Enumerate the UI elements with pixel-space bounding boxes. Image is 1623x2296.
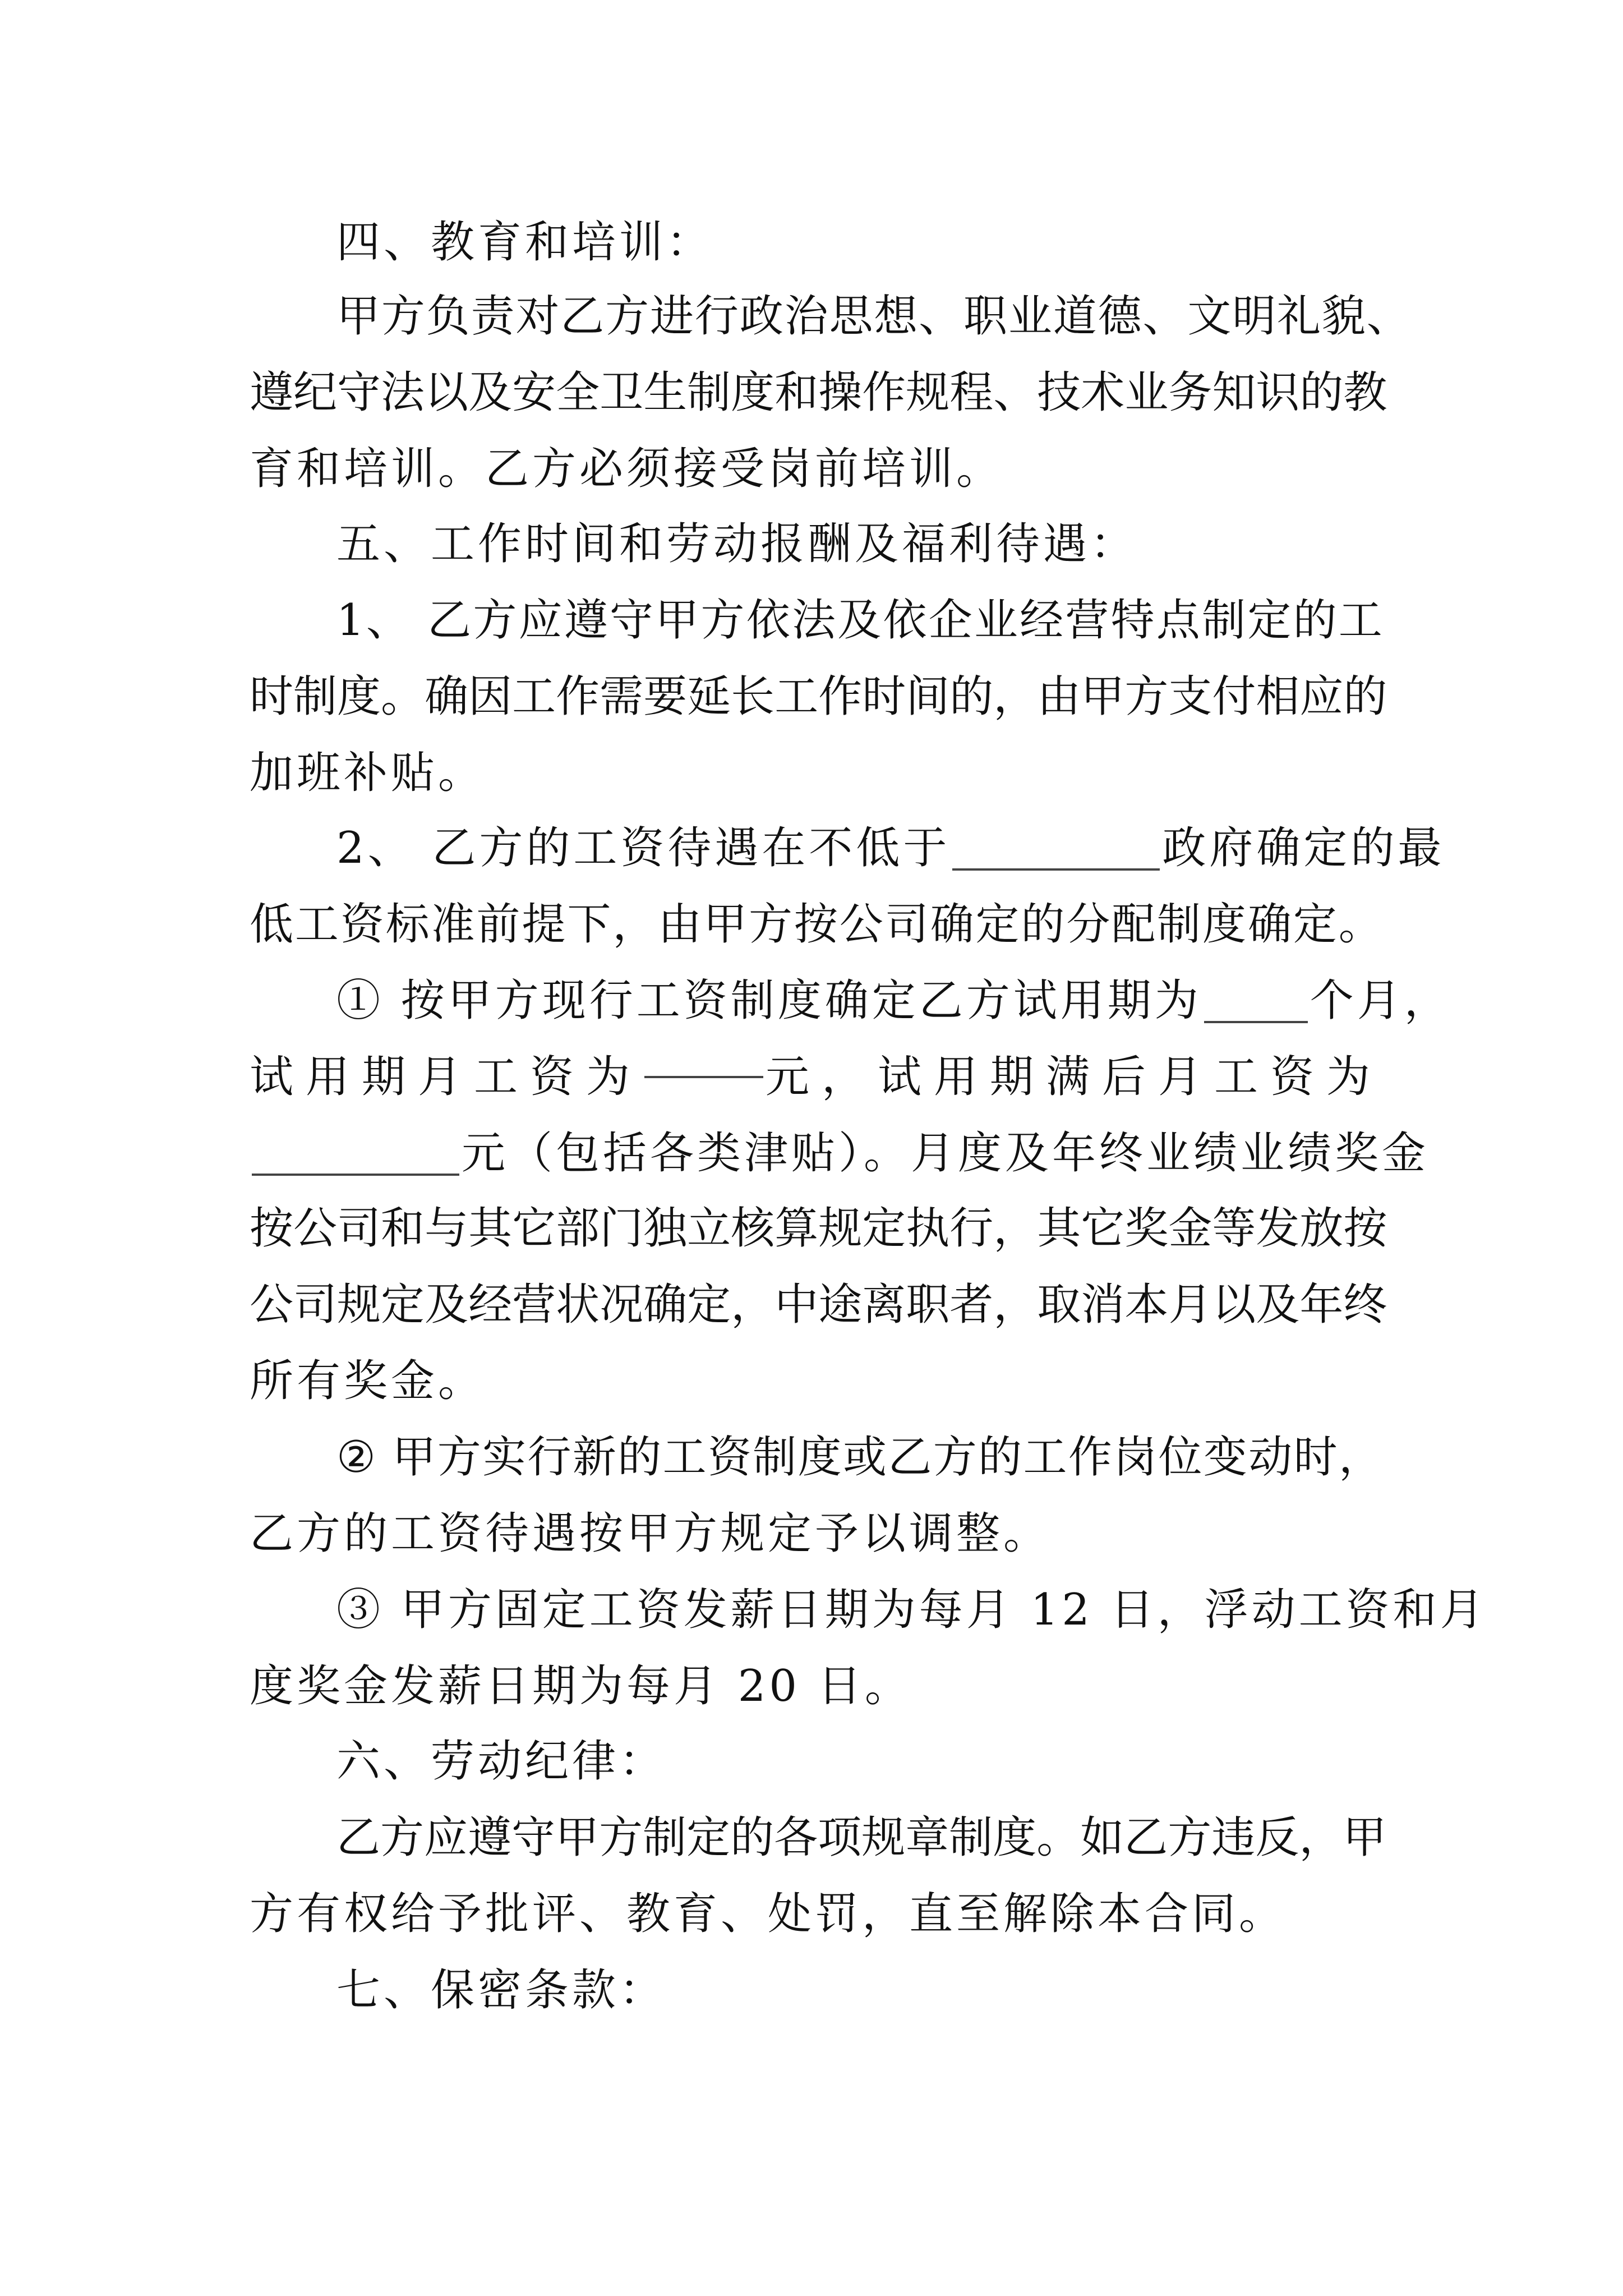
paragraph-line: 遵 纪 守 法 以 及 安 全 卫 生 制 度 和 操 作 规 程 、 技 术 业 务 知 识 的 教 bbox=[250, 367, 1387, 418]
line-text-before-blank: 试用期月工资为 bbox=[250, 1052, 643, 1102]
paragraph-line: 按 公 司 和 与 其 它 部 门 独 立 核 算 规 定 执 行 ， 其 它 奖 金 等 发 放 按 bbox=[250, 1203, 1387, 1254]
paragraph-line-with-blank bbox=[336, 967, 1451, 1034]
line-text-after-blank: 政府确定的最 bbox=[1162, 823, 1445, 873]
paragraph-line: ② 甲 方 实 行 新 的 工 资 制 度 或 乙 方 的 工 作 岗 位 变 动 时 ， bbox=[336, 1432, 1382, 1483]
paragraph-line: 时 制 度 。 确 因 工 作 需 要 延 长 工 作 时 间 的 ， 由 甲 方 支 付 相 应 的 bbox=[250, 671, 1387, 722]
paragraph-line: 所有奖金。 bbox=[250, 1356, 486, 1406]
line-text-before-blank: ① 按甲方现行工资制度确定乙方试用期为 bbox=[336, 976, 1202, 1026]
section-heading-work-hours-pay: 五、工作时间和劳动报酬及福利待遇： bbox=[336, 519, 1138, 569]
section-heading-confidentiality: 七、保密条款： bbox=[336, 1965, 667, 2016]
section-heading-labor-discipline: 六、劳动纪律： bbox=[336, 1736, 667, 1787]
paragraph-line-with-blank bbox=[250, 1120, 1430, 1187]
paragraph-line: 公 司 规 定 及 经 营 状 况 确 定 ， 中 途 离 职 者 ， 取 消 本 月 以 及 年 终 bbox=[250, 1280, 1387, 1330]
fill-in-blank bbox=[1204, 1021, 1308, 1023]
paragraph-line: 度奖金发薪日期为每月 20 日。 bbox=[250, 1661, 912, 1711]
paragraph-line: 甲 方 负 责 对 乙 方 进 行 政 治 思 想 、 职 业 道 德 、 文 明 礼 貌 、 bbox=[336, 291, 1410, 342]
fill-in-blank bbox=[252, 1174, 459, 1176]
section-heading-education: 四、教育和培训： bbox=[336, 217, 714, 268]
line-text-after-blank: 元（包括各类津贴）。月度及年终业绩业绩奖金 bbox=[462, 1128, 1430, 1179]
paragraph-line: 加班补贴。 bbox=[250, 748, 486, 798]
paragraph-line: 低 工 资 标 准 前 提 下 ， 由 甲 方 按 公 司 确 定 的 分 配 制 度 确 定 。 bbox=[250, 899, 1382, 950]
paragraph-line: 乙方的工资待遇按甲方规定予以调整。 bbox=[250, 1508, 1051, 1559]
paragraph-line: ③ 甲方固定工资发薪日期为每月 12 日，浮动工资和月 bbox=[336, 1585, 1487, 1635]
paragraph-line: 育和培训。乙方必须接受岗前培训。 bbox=[250, 444, 1004, 494]
paragraph-line-with-blank bbox=[336, 815, 1445, 882]
fill-in-blank bbox=[952, 868, 1160, 871]
line-text-after-blank: 元，试用期满后月工资为 bbox=[765, 1052, 1382, 1102]
paragraph-line: 1 、 乙 方 应 遵 守 甲 方 依 法 及 依 企 业 经 营 特 点 制 定 的 工 bbox=[336, 595, 1382, 646]
paragraph-line: 方有权给予批评、教育、处罚，直至解除本合同。 bbox=[250, 1889, 1287, 1939]
line-text-before-blank: 2、 乙方的工资待遇在不低于 bbox=[336, 823, 951, 873]
fill-in-blank bbox=[644, 1076, 763, 1078]
paragraph-line-with-blank bbox=[250, 1043, 1382, 1111]
line-text-after-blank: 个月， bbox=[1310, 976, 1451, 1026]
paragraph-line: 乙 方 应 遵 守 甲 方 制 定 的 各 项 规 章 制 度 。 如 乙 方 违 反 ， 甲 bbox=[336, 1812, 1387, 1863]
